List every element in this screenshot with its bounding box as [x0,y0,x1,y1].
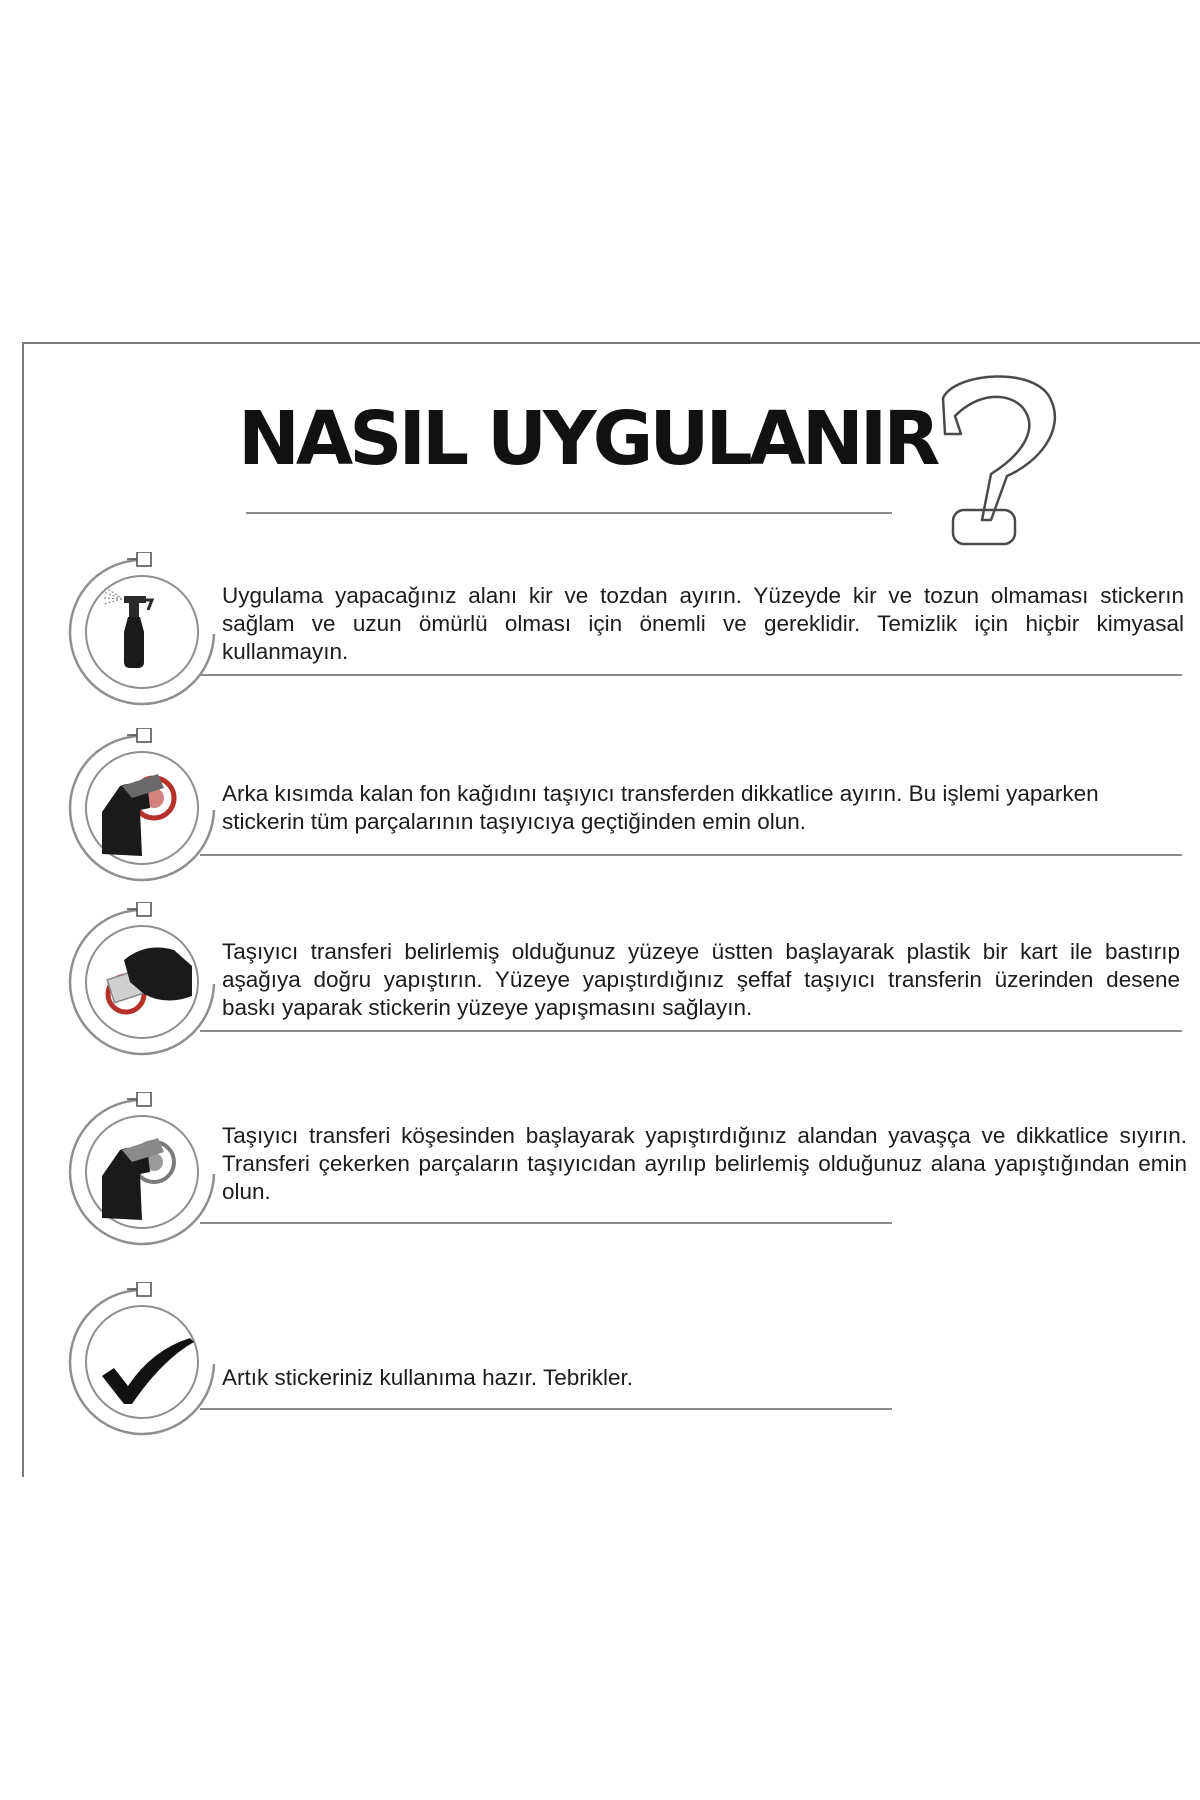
step-4-rule [200,1222,892,1224]
step-1 [0,552,1200,732]
step-4-text: Taşıyıcı transferi köşesinden başlayarak yapıştırdığınız alandan yavaşça ve dikkatlice sıyırın. Transferi çekerken parçaların taşıyıcıdan ayrılıp belirlemiş olduğunuz alana yapıştığından emin olun. [222,1123,1187,1204]
step-1-text: Uygulama yapacağınız alanı kir ve tozdan ayırın. Yüzeyde kir ve tozun olmaması stickerın sağlam ve uzun ömürlü olması için önemli ve gereklidir. Temizlik için hiçbir kimyasal kullanmayın. [222,583,1184,664]
step-5-rule [200,1408,892,1410]
spray-bottle-icon [102,588,152,668]
step-5 [0,1282,1200,1462]
step-1-rule [200,674,1182,676]
step-3-badge [62,902,222,1062]
step-2-text: Arka kısımda kalan fon kağıdını taşıyıcı transferden dikkatlice ayırın. Bu işlemi yaparken stickerin tüm parçalarının taşıyıcıya geçtiğinden emin olun. [222,781,1099,834]
step-4-badge [62,1092,222,1252]
hand-peel-icon [102,774,174,856]
step-1-badge [62,552,222,712]
checkmark-icon [102,1338,194,1404]
step-5-text: Artık stickeriniz kullanıma hazır. Tebrikler. [222,1365,633,1390]
step-2 [0,728,1200,908]
step-3-text: Taşıyıcı transferi belirlemiş olduğunuz yüzeye üstten başlayarak plastik bir kart ile bastırıp aşağıya doğru yapıştırın. Yüzeye yapıştırdığınız şeffaf taşıyıcı transferin üzerinden desene baskı yaparak stickerin yüzeye yapışmasını sağlayın. [222,939,1180,1020]
card-press-icon [107,948,192,1012]
step-3 [0,902,1200,1082]
step-3-rule [200,1030,1182,1032]
question-mark-icon [935,370,1065,555]
step-4 [0,1092,1200,1272]
step-5-badge [62,1282,222,1442]
step-2-rule [200,854,1182,856]
title-underline [246,512,892,514]
hand-peel-transfer-icon [102,1138,174,1220]
step-2-badge [62,728,222,888]
page-title: NASIL UYGULANIR [238,396,937,482]
